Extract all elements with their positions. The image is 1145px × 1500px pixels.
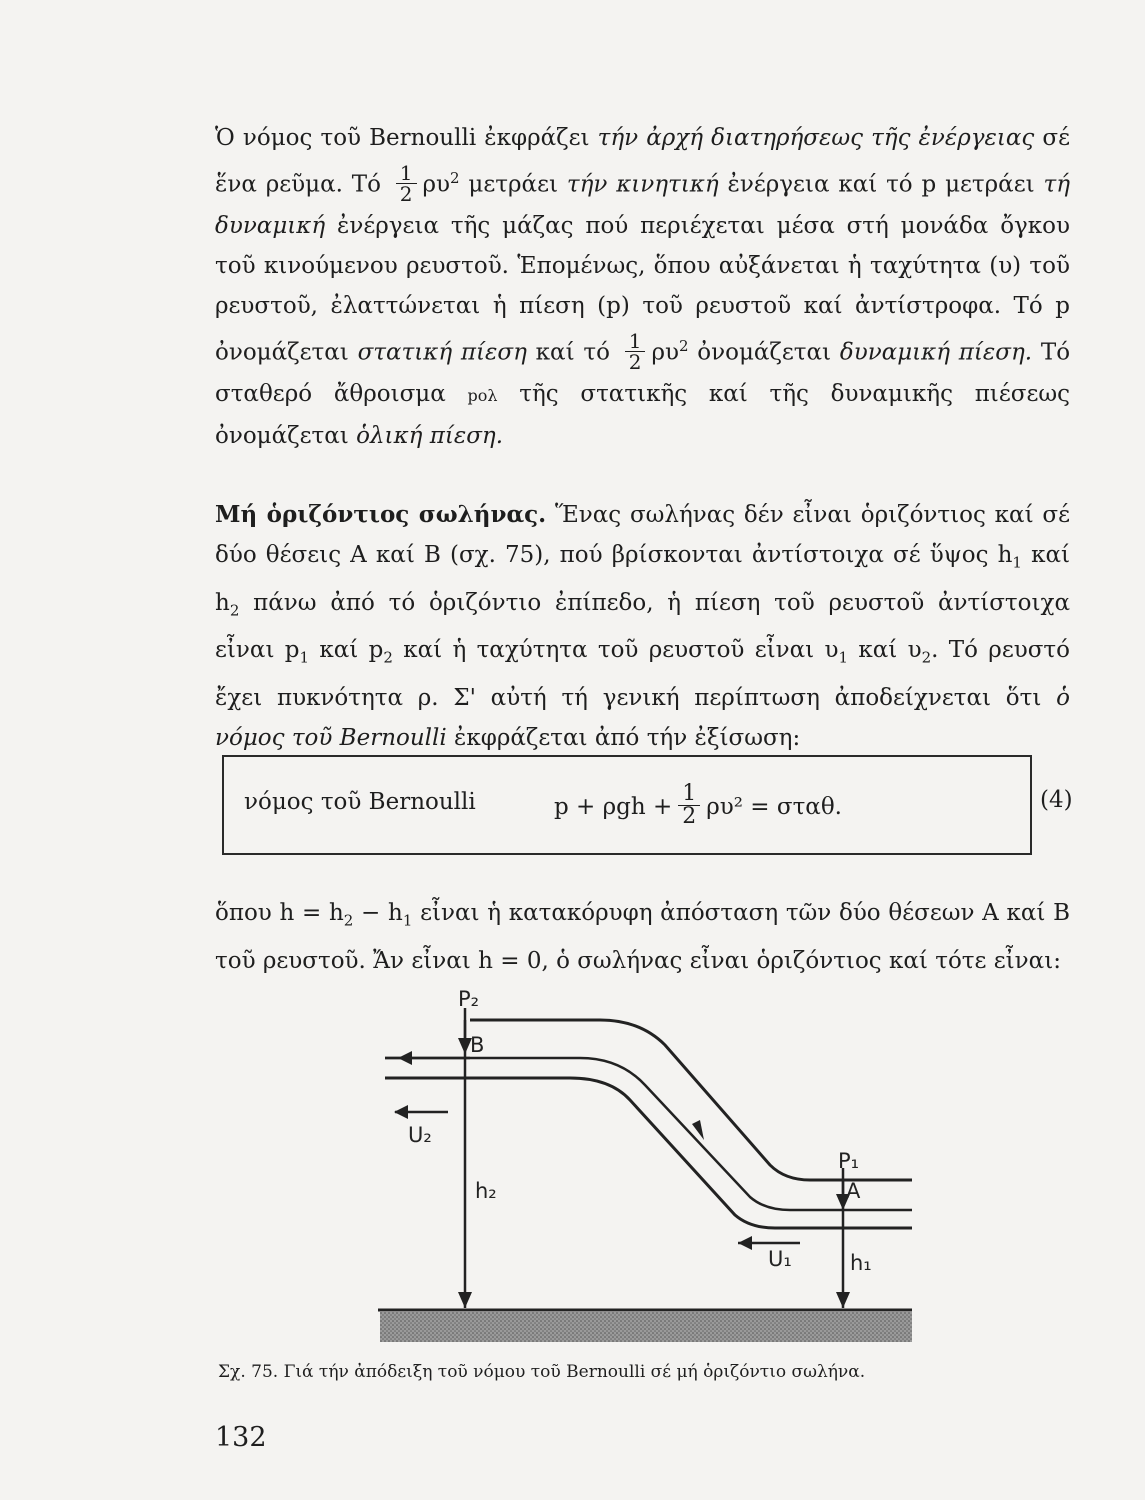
equation-formula: p + ρgh + $\frac{1}{2}$ ρυ² = σταθ. [554,780,842,829]
paragraph-bernoulli-intro: Ὁ νόμος τοῦ Bernoulli ἐκφράζει τήν ἀρχή διατηρήσεως τῆς ἐνέργειας σέ ἕνα ρεῦμα. Τό $\frac{1}{2}$ $\rho\upsilon^2$ μετράει τήν κινητική ἐνέργεια καί τό p μετράει τή δυναμική ἐνέργεια τῆς μάζας πού περιέχεται μέσα στή μονάδα ὄγκου τοῦ κινούμενου ρευστοῦ. Ἑπομένως, ὅπου αὐξάνεται ἡ ταχύτητα (υ) τοῦ ρευστοῦ, ἐλαττώνεται ἡ πίεση (p) τοῦ ρευστοῦ καί ἀντίστροφα. Τό p ὀνομάζεται στατική πίεση καί τό $\frac{1}{2}$ $\rho\upsilon^2$ ὀνομάζεται δυναμική πίεση. Τό σταθερό ἄθροισμα pολ τῆς στατικῆς καί τῆς δυναμικῆς πιέσεως ὀνομάζεται ὁλική πίεση. [215,125,1071,450]
u2-arrowhead [394,1105,408,1119]
paragraph-non-horizontal-pipe: Μή ὁριζόντιος σωλήνας. Ἕνας σωλήνας δέν εἶναι ὁριζόντιος καί σέ δύο θέσεις Α καί Β (σχ. 75), πού βρίσκονται ἀντίστοιχα σέ ὕψος $h_1$ καί $h_2$ πάνω ἀπό τό ὁριζόντιο ἐπίπεδο, ἡ πίεση τοῦ ρευστοῦ ἀντίστοιχα εἶναι $p_1$ καί $p_2$ καί ἡ ταχύτητα τοῦ ρευστοῦ εἶναι $\upsilon_1$ καί $\upsilon_2$. Τό ρευστό ἔχει πυκνότητα ρ. Σ' αὐτή τή γενική περίπτωση ἀποδείχνεται ὅτι ὁ νόμος τοῦ Bernoulli ἐκφράζεται ἀπό τήν ἐξίσωση: [215,501,1070,751]
b-flow-arrowhead [398,1051,412,1065]
page-number: 132 [215,1422,267,1453]
label-p1: P₁ [838,1149,860,1173]
h2-arrowhead [458,1292,472,1308]
label-B: B [470,1033,485,1057]
h1-arrowhead [836,1292,850,1308]
ground-hatch [380,1312,912,1342]
u1-arrowhead [738,1236,752,1250]
figure-caption: Σχ. 75. Γιά τήν ἀπόδειξη τοῦ νόμου τοῦ Bernoulli σέ μή ὁριζόντιο σωλήνα. [218,1362,866,1382]
fraction-half-2: $\frac{1}{2}$ [625,331,646,372]
equation-label: νόμος τοῦ Bernoulli [244,789,476,815]
label-u2: U₂ [408,1123,432,1147]
label-A: A [846,1179,861,1203]
fraction-half: $\frac{1}{2}$ [396,163,417,204]
paragraph-height-difference: ὅπου $h = h_2 - h_1$ εἶναι ἡ κατακόρυφη ἀπόσταση τῶν δύο θέσεων Α καί Β τοῦ ρευστοῦ. Ἄν εἶναι h = 0, ὁ σωλήνας εἶναι ὁριζόντιος καί τότε εἶναι: [215,900,1070,974]
label-h2: h₂ [475,1179,497,1203]
equation-number: (4) [1040,787,1073,813]
label-p2: P₂ [458,987,480,1011]
label-u1: U₁ [768,1247,792,1271]
label-h1: h₁ [850,1251,872,1275]
section-heading: Μή ὁριζόντιος σωλήνας. [215,501,547,528]
